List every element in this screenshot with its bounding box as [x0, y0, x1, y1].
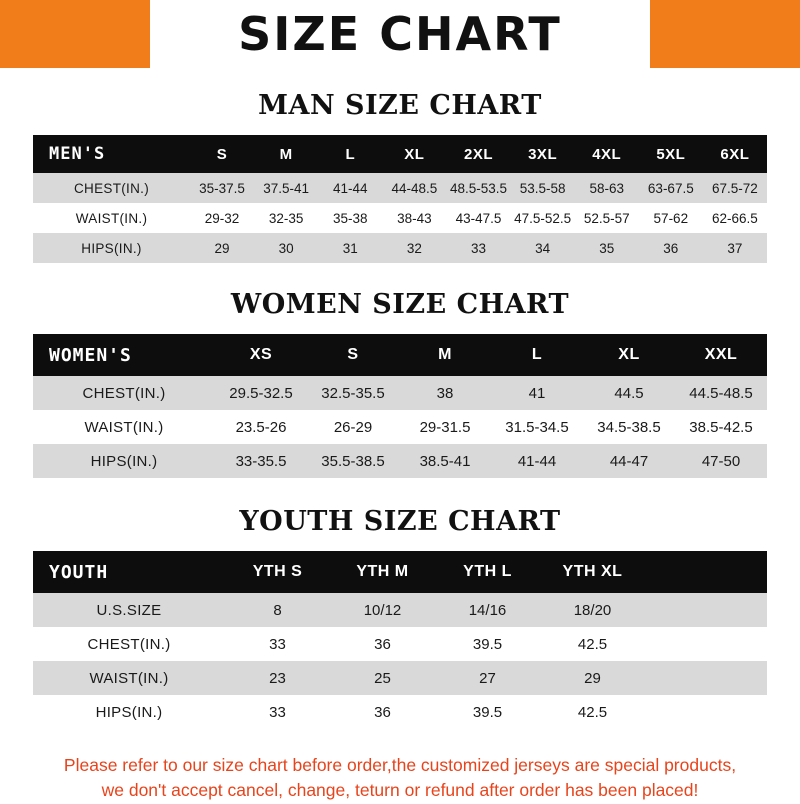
- women-row-hips-label: HIPS(IN.): [33, 444, 215, 478]
- men-waist-5xl: 57-62: [639, 203, 703, 233]
- men-chest-3xl: 53.5-58: [511, 173, 575, 203]
- table-row: [33, 203, 767, 233]
- men-header-s: S: [190, 135, 254, 173]
- men-waist-s: 29-32: [190, 203, 254, 233]
- youth-hips-l: 39.5: [435, 695, 540, 729]
- table-row: [33, 444, 767, 478]
- women-chest-xs: 29.5-32.5: [215, 376, 307, 410]
- women-waist-xs: 23.5-26: [215, 410, 307, 444]
- women-waist-l: 31.5-34.5: [491, 410, 583, 444]
- women-header-xxl: XXL: [675, 334, 767, 376]
- women-chest-s: 32.5-35.5: [307, 376, 399, 410]
- men-table-body: [33, 173, 767, 263]
- men-chest-s: 35-37.5: [190, 173, 254, 203]
- men-header-3xl: 3XL: [511, 135, 575, 173]
- men-hips-3xl: 34: [511, 233, 575, 263]
- men-header-m: M: [254, 135, 318, 173]
- youth-header-m: YTH M: [330, 551, 435, 593]
- men-waist-6xl: 62-66.5: [703, 203, 767, 233]
- men-hips-m: 30: [254, 233, 318, 263]
- men-waist-xl: 38-43: [382, 203, 446, 233]
- men-row-waist-label: WAIST(IN.): [33, 203, 190, 233]
- youth-ussize-s: 8: [225, 593, 330, 627]
- men-section-heading: MAN SIZE CHART: [258, 90, 542, 121]
- youth-header-l: YTH L: [435, 551, 540, 593]
- men-header-l: L: [318, 135, 382, 173]
- youth-hips-spacer: [645, 695, 767, 729]
- men-hips-5xl: 36: [639, 233, 703, 263]
- men-waist-m: 32-35: [254, 203, 318, 233]
- women-hips-m: 38.5-41: [399, 444, 491, 478]
- youth-ussize-xl: 18/20: [540, 593, 645, 627]
- table-row: [33, 410, 767, 444]
- men-chest-4xl: 58-63: [575, 173, 639, 203]
- youth-section-heading: YOUTH SIZE CHART: [239, 506, 561, 537]
- women-table-body: [33, 376, 767, 478]
- page-title: SIZE CHART: [238, 7, 562, 61]
- men-header-4xl: 4XL: [575, 135, 639, 173]
- youth-ussize-m: 10/12: [330, 593, 435, 627]
- youth-row-ussize-label: U.S.SIZE: [33, 593, 225, 627]
- men-header-5xl: 5XL: [639, 135, 703, 173]
- women-waist-m: 29-31.5: [399, 410, 491, 444]
- youth-row-hips-label: HIPS(IN.): [33, 695, 225, 729]
- youth-row-waist-label: WAIST(IN.): [33, 661, 225, 695]
- women-hips-xxl: 47-50: [675, 444, 767, 478]
- youth-header-spacer: [645, 551, 767, 593]
- men-header-2xl: 2XL: [446, 135, 510, 173]
- youth-waist-xl: 29: [540, 661, 645, 695]
- women-header-l: L: [491, 334, 583, 376]
- table-row: [33, 376, 767, 410]
- men-chest-l: 41-44: [318, 173, 382, 203]
- youth-ussize-spacer: [645, 593, 767, 627]
- youth-ussize-l: 14/16: [435, 593, 540, 627]
- men-header-6xl: 6XL: [703, 135, 767, 173]
- women-row-waist-label: WAIST(IN.): [33, 410, 215, 444]
- youth-waist-m: 25: [330, 661, 435, 695]
- youth-waist-l: 27: [435, 661, 540, 695]
- women-header-label: WOMEN'S: [33, 334, 215, 376]
- youth-header-s: YTH S: [225, 551, 330, 593]
- women-header-xl: XL: [583, 334, 675, 376]
- men-chest-m: 37.5-41: [254, 173, 318, 203]
- youth-waist-spacer: [645, 661, 767, 695]
- table-row: [33, 593, 767, 627]
- women-waist-xxl: 38.5-42.5: [675, 410, 767, 444]
- table-header-row: [33, 551, 767, 593]
- men-table-head: [33, 135, 767, 173]
- women-hips-s: 35.5-38.5: [307, 444, 399, 478]
- youth-header-label: YOUTH: [33, 551, 225, 593]
- men-waist-4xl: 52.5-57: [575, 203, 639, 233]
- women-waist-xl: 34.5-38.5: [583, 410, 675, 444]
- women-header-s: S: [307, 334, 399, 376]
- men-hips-l: 31: [318, 233, 382, 263]
- men-header-xl: XL: [382, 135, 446, 173]
- table-header-row: [33, 334, 767, 376]
- youth-waist-s: 23: [225, 661, 330, 695]
- table-row: [33, 233, 767, 263]
- women-chest-xl: 44.5: [583, 376, 675, 410]
- men-chest-5xl: 63-67.5: [639, 173, 703, 203]
- policy-note-line1: Please refer to our size chart before order,the customized jerseys are special products,: [63, 755, 737, 775]
- women-hips-xs: 33-35.5: [215, 444, 307, 478]
- youth-chest-xl: 42.5: [540, 627, 645, 661]
- men-waist-2xl: 43-47.5: [446, 203, 510, 233]
- youth-header-xl: YTH XL: [540, 551, 645, 593]
- men-hips-4xl: 35: [575, 233, 639, 263]
- women-hips-xl: 44-47: [583, 444, 675, 478]
- men-hips-6xl: 37: [703, 233, 767, 263]
- table-row: [33, 173, 767, 203]
- men-hips-2xl: 33: [446, 233, 510, 263]
- women-hips-l: 41-44: [491, 444, 583, 478]
- women-header-xs: XS: [215, 334, 307, 376]
- women-table-head: [33, 334, 767, 376]
- women-section-heading: WOMEN SIZE CHART: [230, 289, 570, 320]
- women-header-m: M: [399, 334, 491, 376]
- table-row: [33, 627, 767, 661]
- table-row: [33, 661, 767, 695]
- men-chest-6xl: 67.5-72: [703, 173, 767, 203]
- women-chest-m: 38: [399, 376, 491, 410]
- women-chest-xxl: 44.5-48.5: [675, 376, 767, 410]
- youth-chest-spacer: [645, 627, 767, 661]
- youth-chest-m: 36: [330, 627, 435, 661]
- youth-hips-m: 36: [330, 695, 435, 729]
- youth-hips-xl: 42.5: [540, 695, 645, 729]
- youth-table-body: [33, 593, 767, 729]
- youth-size-table: [33, 551, 767, 729]
- women-waist-s: 26-29: [307, 410, 399, 444]
- youth-hips-s: 33: [225, 695, 330, 729]
- women-row-chest-label: CHEST(IN.): [33, 376, 215, 410]
- men-chest-2xl: 48.5-53.5: [446, 173, 510, 203]
- men-header-label: MEN'S: [33, 135, 190, 173]
- men-waist-l: 35-38: [318, 203, 382, 233]
- table-row: [33, 695, 767, 729]
- women-size-table: [33, 334, 767, 478]
- men-hips-xl: 32: [382, 233, 446, 263]
- men-chest-xl: 44-48.5: [382, 173, 446, 203]
- policy-note-line2: we don't accept cancel, change, teturn or refund after order has been placed!: [101, 780, 699, 801]
- youth-table-head: [33, 551, 767, 593]
- youth-chest-s: 33: [225, 627, 330, 661]
- men-size-table: [33, 135, 767, 263]
- women-chest-l: 41: [491, 376, 583, 410]
- men-hips-s: 29: [190, 233, 254, 263]
- policy-note: [0, 753, 800, 804]
- youth-chest-l: 39.5: [435, 627, 540, 661]
- men-waist-3xl: 47.5-52.5: [511, 203, 575, 233]
- men-row-chest-label: CHEST(IN.): [33, 173, 190, 203]
- youth-row-chest-label: CHEST(IN.): [33, 627, 225, 661]
- header-banner: [0, 0, 800, 68]
- table-header-row: [33, 135, 767, 173]
- men-row-hips-label: HIPS(IN.): [33, 233, 190, 263]
